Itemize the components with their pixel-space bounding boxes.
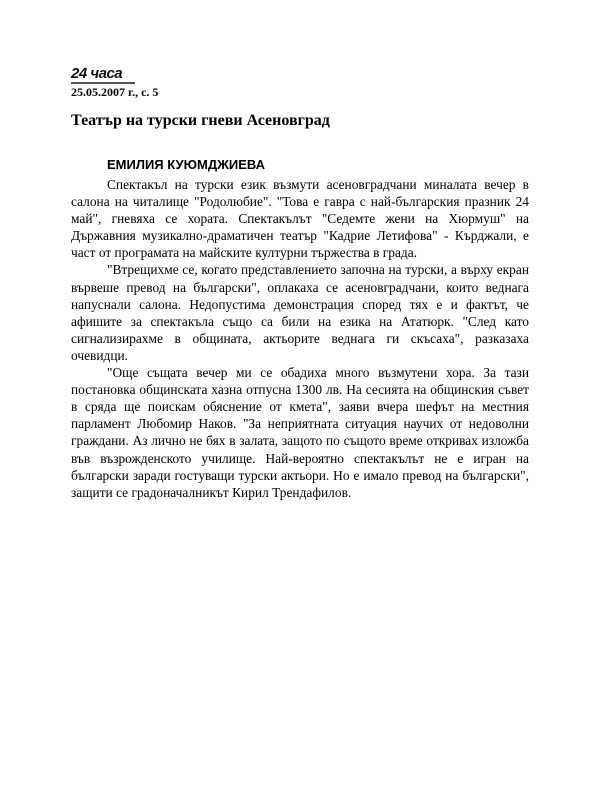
logo-underline bbox=[71, 82, 135, 84]
article-paragraph: Спектакъл на турски език възмути асеновградчани миналата вечер в салона на читалище "Родолюбие". "Това е гавра с най-българския празник 24 май", гневяха се хората. Спектакълът "Седемте жени на Хюрмуш" на Държавния музикално-драматичен театър "Кадрие Летифова" - Кърджали, е част от програмата на майските културни тържества в града. bbox=[71, 177, 529, 261]
article-author: ЕМИЛИЯ КУЮМДЖИЕВА bbox=[107, 157, 265, 172]
publication-date-page: 25.05.2007 г., с. 5 bbox=[71, 85, 159, 99]
article-body bbox=[71, 176, 529, 501]
article-paragraph: "Още същата вечер ми се обадиха много възмутени хора. За тази постановка общинската хазна отпусна 1300 лв. На сесията на общинския съвет в сряда ще поискам обяснение от кмета", заяви вчера шефът на местния парламент Любомир Наков. "За неприятната ситуация научих от недоволни граждани. Аз лично не бях в залата, защото по същото време откривах изложба във възрожденското училище. Най-вероятно спектакълът не е игран на български заради гостуващи турски актьори. Но е имало превод на български", защити се градоначалникът Кирил Трендафилов. bbox=[71, 365, 529, 500]
newspaper-logo bbox=[71, 66, 137, 84]
article-title: Театър на турски гневи Асеновград bbox=[71, 112, 330, 129]
article-paragraph: "Втрещихме се, когато представлението започна на турски, а върху екран вървеше превод на български", оплакаха се асеновградчани, които веднага напуснали салона. Недопустима демонстрация според тях е и фактът, че афишите за спектакъла също са били на езика на Ататюрк. "След като сигнализирахме в общината, актьорите веднага ги скъсаха", разказаха очевидци. bbox=[71, 262, 529, 363]
newspaper-logo-text: 24 часа bbox=[71, 65, 123, 82]
